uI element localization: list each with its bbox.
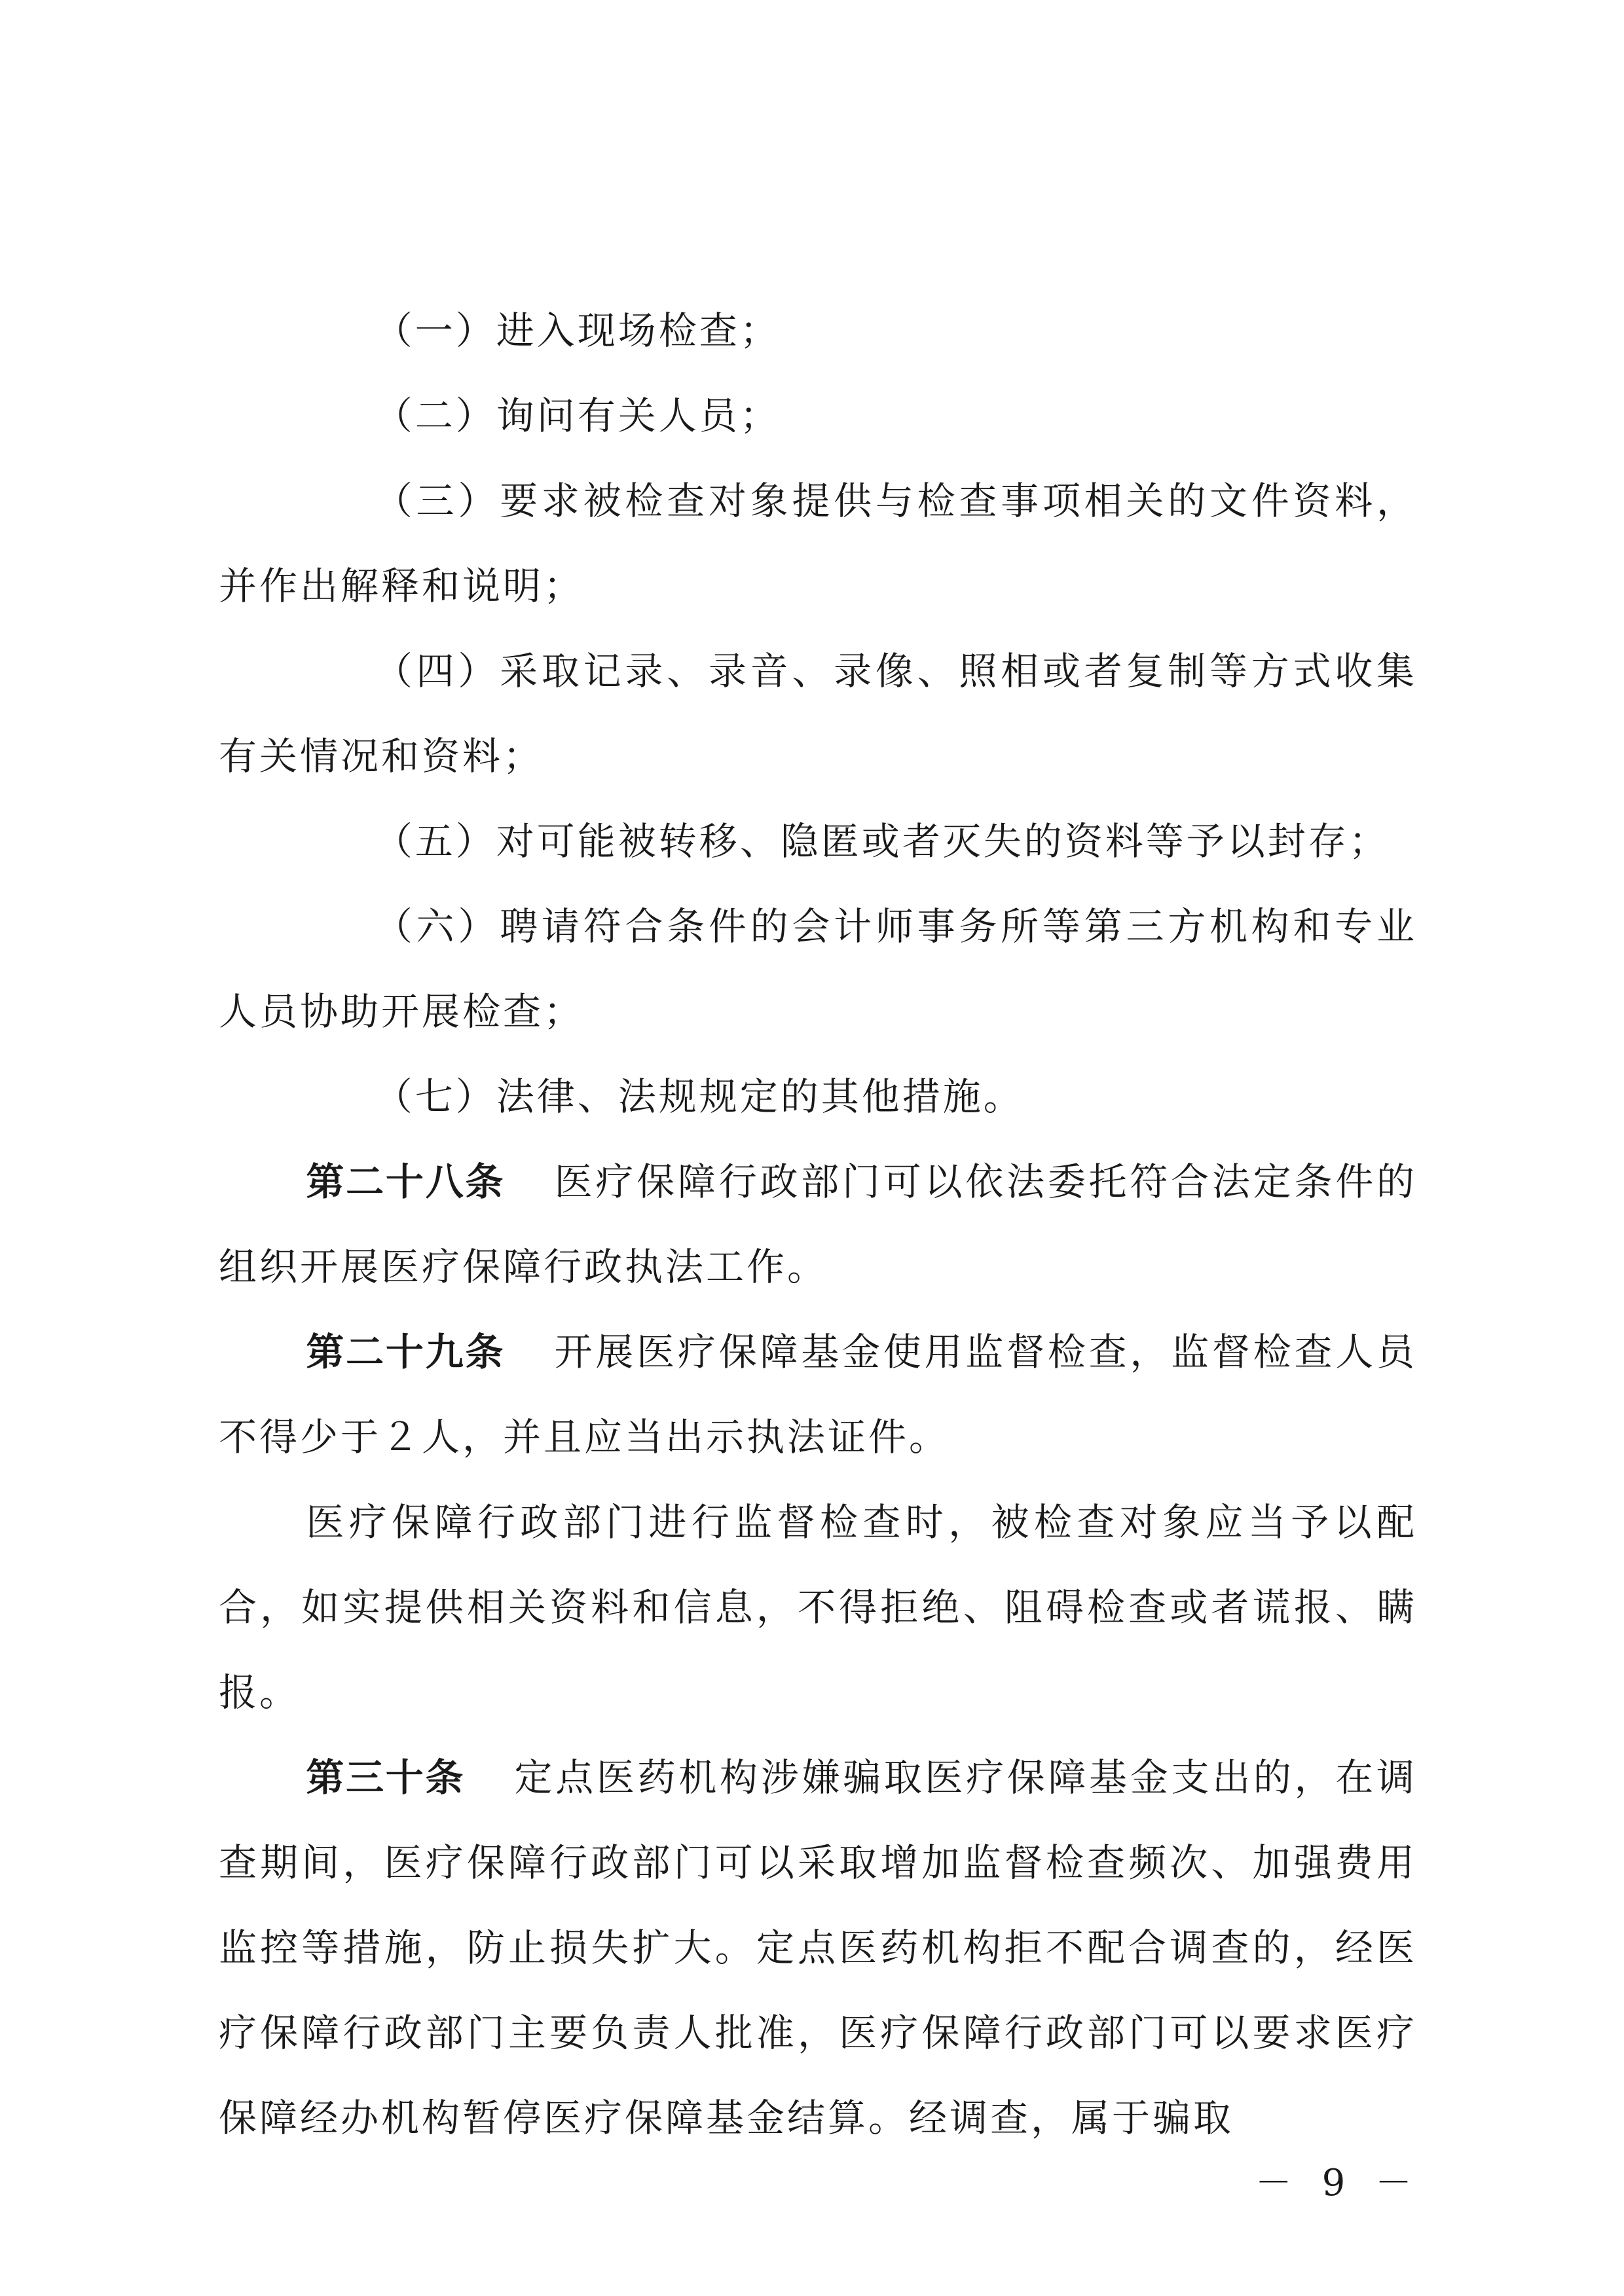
article-29-title: 第二十九条 xyxy=(306,1330,506,1374)
article-28-body: 医疗保障行政部门可以依法委托符合法定条件的组织开展医疗保障行政执法工作。 xyxy=(219,1159,1417,1289)
article-30-title: 第三十条 xyxy=(306,1755,466,1800)
list-item-6: （六）聘请符合条件的会计师事务所等第三方机构和专业人员协助开展检查； xyxy=(219,904,1417,1034)
article-29-body: 开展医疗保障基金使用监督检查，监督检查人员不得少于２人，并且应当出示执法证件。 xyxy=(219,1330,1417,1459)
list-item-7: （七）法律、法规规定的其他措施。 xyxy=(374,1074,1024,1119)
article-29-paragraph-2: 医疗保障行政部门进行监督检查时，被检查对象应当予以配合，如实提供相关资料和信息，不得拒绝、阻碍检查或者谎报、瞒报。 xyxy=(219,1500,1417,1715)
list-item-1: （一）进入现场检查； xyxy=(374,308,781,353)
list-item-3: （三）要求被检查对象提供与检查事项相关的文件资料，并作出解释和说明； xyxy=(219,479,1417,608)
article-30 xyxy=(219,1735,1417,2160)
page-number: － 9 － xyxy=(1255,2162,1421,2204)
article-28 xyxy=(219,1139,1417,1309)
article-28-title: 第二十八条 xyxy=(306,1159,506,1204)
article-30-body: 定点医药机构涉嫌骗取医疗保障基金支出的，在调查期间，医疗保障行政部门可以采取增加监督检查频次、加强费用监控等措施，防止损失扩大。定点医药机构拒不配合调查的，经医疗保障行政部门主要负责人批准，医疗保障行政部门可以要求医疗保障经办机构暂停医疗保障基金结算。经调查，属于骗取 xyxy=(219,1755,1417,2140)
list-item-2: （二）询问有关人员； xyxy=(374,393,781,438)
article-29 xyxy=(219,1309,1417,1480)
document-body xyxy=(219,288,1417,2160)
list-item-5: （五）对可能被转移、隐匿或者灭失的资料等予以封存； xyxy=(374,819,1390,864)
list-item-4: （四）采取记录、录音、录像、照相或者复制等方式收集有关情况和资料； xyxy=(219,649,1417,778)
